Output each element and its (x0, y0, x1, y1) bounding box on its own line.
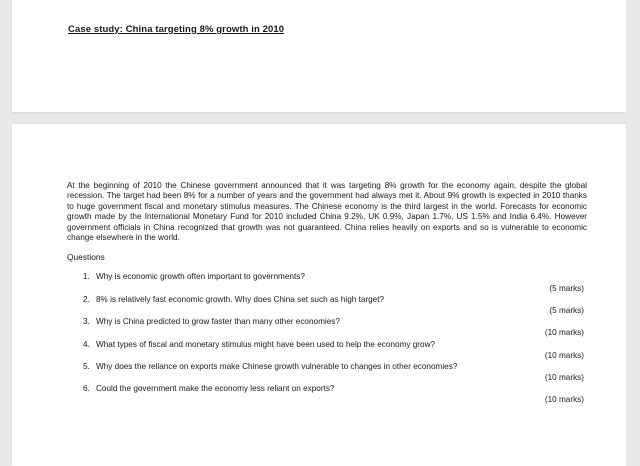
question-marks: (10 marks) (544, 351, 584, 360)
question-item (83, 384, 334, 393)
question-marks: (10 marks) (544, 395, 584, 404)
case-study-title: Case study: China targeting 8% growth in 2010 (68, 24, 285, 35)
question-text: Why is China predicted to grow faster than many other economies? (96, 317, 340, 326)
question-marks: (5 marks) (549, 306, 584, 315)
question-item (83, 272, 305, 281)
question-text: Why is economic growth often important to governments? (96, 272, 305, 281)
question-number: 5. (83, 362, 90, 371)
question-marks: (10 marks) (544, 373, 584, 382)
page-top (12, 0, 626, 112)
question-item (83, 317, 340, 326)
question-text: 8% is relatively fast economic growth. Why does China set such as high target? (96, 295, 385, 304)
intro-paragraph: At the beginning of 2010 the Chinese government announced that it was targeting 8% growth for the economy again, despite the global recession. The target had been 8% for a number of years and the government had always met it. About 9% growth is expected in 2010 thanks to huge government fiscal and monetary stimulus measures. The Chinese economy is the third largest in the world. Forecasts for economic growth made by the International Monetary Fund for 2010 included China 9.2%, UK 0.9%, Japan 1.7%, US 1.5% and India 6.4%. However government officials in China recognized that growth was not guaranteed. China relies heavily on exports and so is vulnerable to economic change elsewhere in the world. (67, 181, 587, 243)
question-text: Why does the reliance on exports make Chinese growth vulnerable to changes in other economies? (96, 362, 458, 371)
question-marks: (10 marks) (544, 328, 584, 337)
question-marks: (5 marks) (549, 284, 584, 293)
questions-heading: Questions (67, 252, 105, 262)
page-bottom (12, 124, 626, 466)
question-item (83, 362, 457, 371)
question-number: 6. (83, 384, 90, 393)
question-number: 1. (83, 272, 90, 281)
question-text: Could the government make the economy less reliant on exports? (96, 384, 335, 393)
question-number: 2. (83, 295, 90, 304)
question-number: 3. (83, 317, 90, 326)
question-item (83, 295, 384, 304)
question-item (83, 340, 435, 349)
question-text: What types of fiscal and monetary stimulus might have been used to help the economy grow? (96, 340, 436, 349)
question-number: 4. (83, 340, 90, 349)
